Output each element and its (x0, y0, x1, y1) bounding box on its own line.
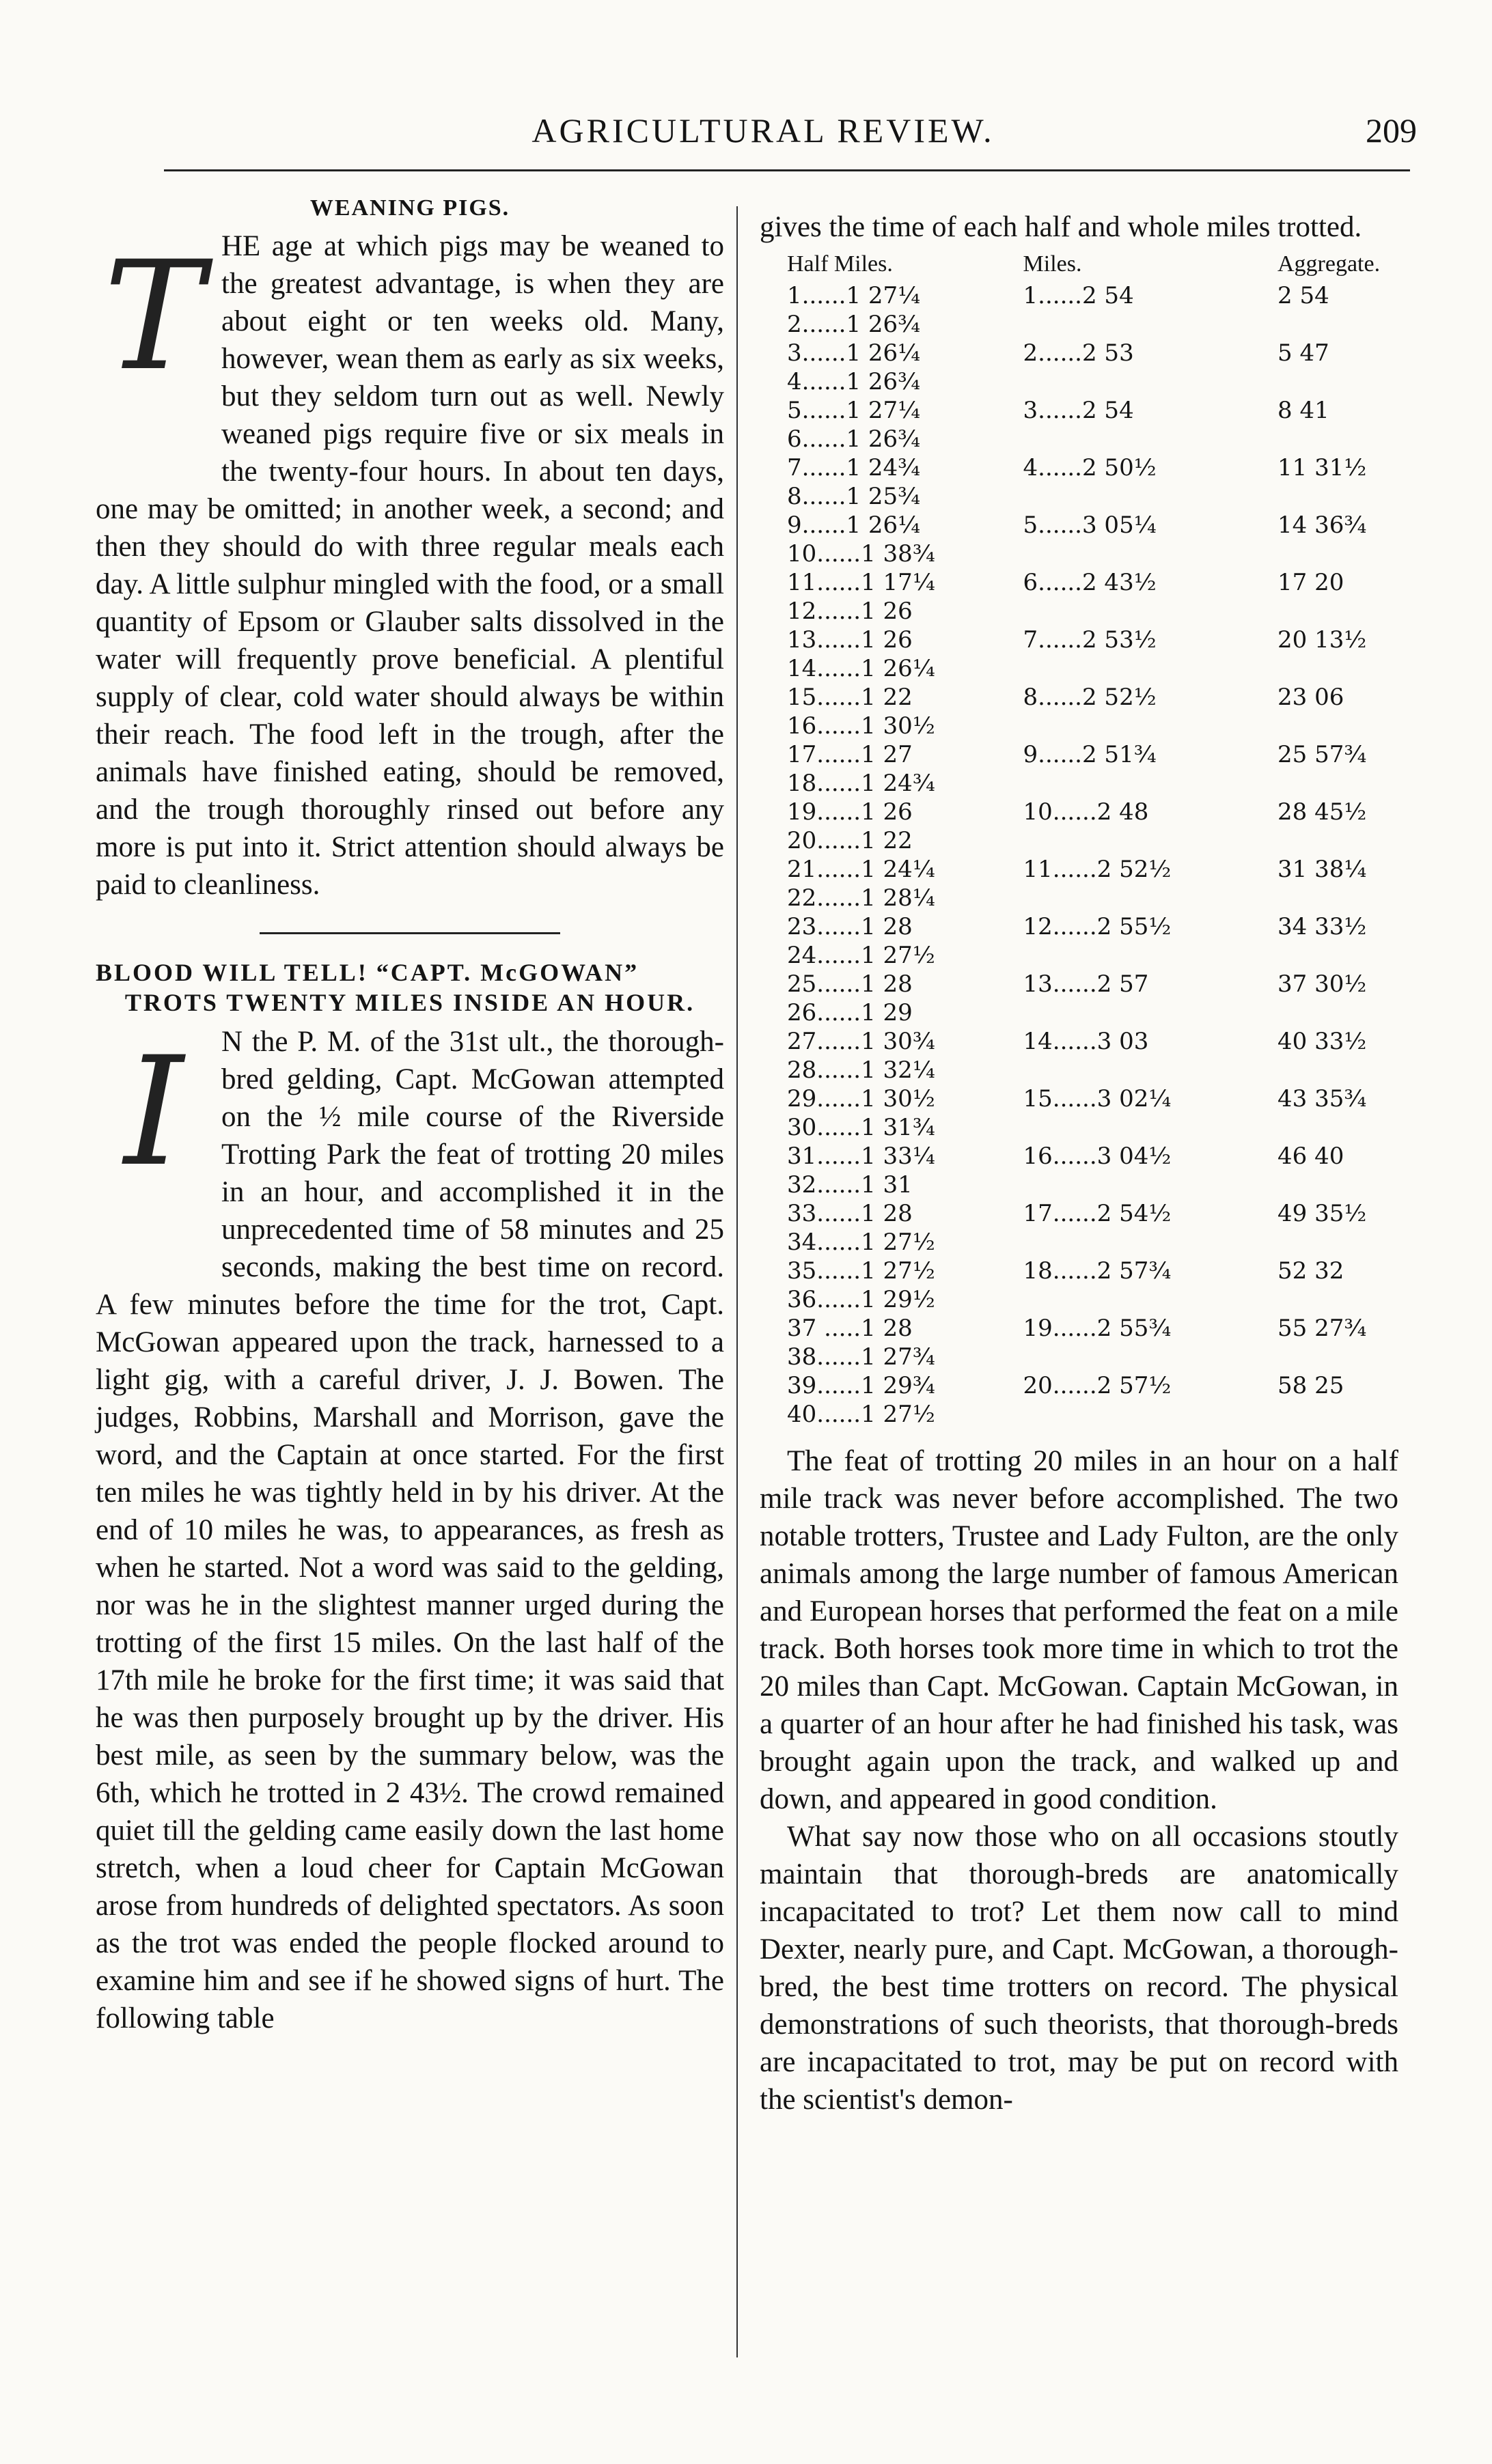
table-cell: 15......1 22 (787, 684, 913, 711)
table-cell: 17......2 54½ (1023, 1200, 1172, 1227)
table-cell: 33......1 28 (787, 1200, 913, 1227)
table-row (787, 597, 1398, 626)
table-cell: 12......2 55½ (1023, 913, 1172, 940)
table-cell: 18......2 57¾ (1023, 1257, 1172, 1285)
table-cell (1023, 1400, 1277, 1429)
table-cell: 35......1 27½ (787, 1257, 935, 1285)
table-row (787, 855, 1398, 884)
table-cell: 10......1 38¾ (787, 540, 935, 568)
table-cell: 2......1 26¾ (787, 311, 921, 338)
table-row (787, 941, 1398, 970)
table-row (787, 970, 1398, 998)
table-cell: 55 27¾ (1277, 1315, 1367, 1342)
table-cell (1023, 1228, 1277, 1257)
table-cell: 15......3 02¼ (1023, 1085, 1172, 1112)
table-cell (1277, 769, 1398, 798)
table-cell (1277, 1343, 1398, 1371)
table-row (787, 1084, 1398, 1113)
table-cell: 18......1 24¾ (787, 770, 935, 797)
table-cell: 14......1 26¼ (787, 655, 935, 682)
column-rule (736, 206, 738, 2357)
table-cell: 4......1 26¾ (787, 368, 921, 395)
table-cell (1023, 1343, 1277, 1371)
table-cell: 21......1 24¼ (787, 856, 935, 883)
table-cell (1277, 1400, 1398, 1429)
table-row (787, 826, 1398, 855)
table-header-row (787, 250, 1398, 281)
table-row (787, 1343, 1398, 1371)
article-paragraph: What say now those who on all occasions stoutly maintain that thorough-breds are anatomically incapacitated to trot? Let them now call to mind Dexter, nearly pure, and Capt. McGowan, a thorough-bred, the best time trotters on record. The physical demonstrations of such theorists, that thorough-breds are incapacitated to trot, may be put on record with the scientist's demon- (760, 1821, 1398, 2116)
table-row (787, 1142, 1398, 1171)
table-cell: 5......1 27¼ (787, 397, 921, 424)
table-row (787, 453, 1398, 482)
table-cell: 28......1 32¼ (787, 1056, 935, 1084)
table-row (787, 482, 1398, 511)
table-cell: 3......2 54 (1023, 397, 1134, 424)
table-cell: 58 25 (1277, 1372, 1344, 1399)
table-cell (1023, 654, 1277, 683)
table-cell (1277, 654, 1398, 683)
table-cell: 26......1 29 (787, 999, 913, 1026)
table-cell: 6......1 26¾ (787, 425, 921, 453)
table-cell: 5 47 (1277, 339, 1329, 367)
table-cell: 3......1 26¼ (787, 339, 921, 367)
header-rule (164, 169, 1410, 171)
column-header: Half Miles. (787, 251, 893, 277)
table-cell (1277, 1228, 1398, 1257)
table-cell (1023, 998, 1277, 1027)
table-cell (1277, 1171, 1398, 1199)
table-cell: 20 13½ (1277, 626, 1367, 654)
table-row (787, 367, 1398, 396)
table-cell (1023, 310, 1277, 339)
table-cell: 23 06 (1277, 684, 1344, 711)
table-cell: 25......1 28 (787, 970, 913, 998)
table-cell (1023, 1285, 1277, 1314)
table-cell: 36......1 29½ (787, 1286, 935, 1313)
table-cell (1277, 425, 1398, 453)
table-row (787, 1228, 1398, 1257)
article-heading-weaning-pigs: WEANING PIGS. (309, 195, 510, 221)
article-heading-mcgowan (96, 957, 724, 1018)
table-row (787, 1314, 1398, 1343)
table-row (787, 540, 1398, 568)
page-number: 209 (1366, 111, 1417, 150)
table-cell (1277, 998, 1398, 1027)
table-row (787, 425, 1398, 453)
table-cell: 40......1 27½ (787, 1401, 935, 1428)
table-cell (1277, 712, 1398, 740)
table-row (787, 281, 1398, 310)
table-cell (1277, 367, 1398, 396)
table-row (787, 1113, 1398, 1142)
table-cell: 16......3 04½ (1023, 1143, 1172, 1170)
table-cell: 17......1 27 (787, 741, 913, 768)
table-cell (1277, 310, 1398, 339)
table-cell (1023, 367, 1277, 396)
running-title: AGRICULTURAL REVIEW. (531, 111, 995, 150)
table-cell: 4......2 50½ (1023, 454, 1157, 481)
table-cell: 14 36¾ (1277, 512, 1367, 539)
table-cell (1023, 597, 1277, 626)
table-cell (1023, 826, 1277, 855)
table-cell: 39......1 29¾ (787, 1372, 935, 1399)
table-row (787, 798, 1398, 826)
table-cell: 19......1 26 (787, 798, 913, 826)
table-cell (1023, 884, 1277, 912)
table-cell: 10......2 48 (1023, 798, 1149, 826)
table-cell: 28 45½ (1277, 798, 1367, 826)
table-cell: 30......1 31¾ (787, 1114, 935, 1141)
table-cell: 2......2 53 (1023, 339, 1134, 367)
table-row (787, 712, 1398, 740)
table-cell: 1......1 27¼ (787, 282, 921, 309)
table-cell (1023, 1113, 1277, 1142)
table-cell: 14......3 03 (1023, 1028, 1149, 1055)
table-cell: 34 33½ (1277, 913, 1367, 940)
table-cell: 7......2 53½ (1023, 626, 1157, 654)
table-cell: 38......1 27¾ (787, 1343, 935, 1371)
table-row (787, 1400, 1398, 1429)
table-row (787, 998, 1398, 1027)
table-cell: 11......1 17¼ (787, 569, 935, 596)
table-cell: 31......1 33¼ (787, 1143, 935, 1170)
time-table (787, 250, 1398, 1429)
table-cell: 49 35½ (1277, 1200, 1367, 1227)
article-paragraph: N the P. M. of the 31st ult., the thorough-bred gelding, Capt. McGowan attempted on the ½ mile course of the Riverside Trotting Park the feat of trotting 20 miles in an hour, and accomplished it in the unprecedented time of 58 minutes and 25 seconds, making the best time on record. A few minutes before the time for the trot, Capt. McGowan appeared upon the track, harnessed to a light gig, with a careful driver, J. J. Bowen. The judges, Robbins, Marshall and Morrison, gave the word, and the Captain at once started. For the first ten miles he was tightly held in by his driver. At the end of 10 miles he was, to appearances, as fresh as when he started. Not a word was said to the gelding, nor was he in the slightest manner urged during the trotting of the first 15 miles. On the last half of the 17th mile he broke for the first time; it was said that he was then purposely brought up by the driver. His best mile, as seen by the summary below, was the 6th, which he trotted in 2 43½. The crowd remained quiet till the gelding came easily down the last home stretch, when a loud cheer for Captain McGowan arose from hundreds of delighted spectators. As soon as the trot was ended the people flocked around to examine him and see if he showed signs of hurt. The following table (96, 1026, 724, 2034)
table-cell (1277, 482, 1398, 511)
table-row (787, 1056, 1398, 1084)
table-row (787, 626, 1398, 654)
table-row (787, 912, 1398, 941)
table-cell: 7......1 24¾ (787, 454, 921, 481)
table-cell: 46 40 (1277, 1143, 1344, 1170)
article-paragraph: gives the time of each half and whole miles trotted. (760, 211, 1362, 243)
column-header: Miles. (1023, 251, 1082, 277)
decorative-initial: T (103, 229, 204, 404)
table-cell (1277, 884, 1398, 912)
table-cell: 23......1 28 (787, 913, 913, 940)
table-cell: 2 54 (1277, 282, 1329, 309)
table-cell: 32......1 31 (787, 1171, 913, 1199)
table-cell: 40 33½ (1277, 1028, 1367, 1055)
table-row (787, 339, 1398, 367)
table-cell (1023, 712, 1277, 740)
table-cell: 29......1 30½ (787, 1085, 935, 1112)
table-row (787, 1027, 1398, 1056)
table-cell: 25 57¾ (1277, 741, 1367, 768)
table-cell: 20......2 57½ (1023, 1372, 1172, 1399)
table-cell: 11 31½ (1277, 454, 1367, 481)
table-cell: 9......2 51¾ (1023, 741, 1157, 768)
table-cell: 24......1 27½ (787, 942, 935, 969)
table-cell (1023, 425, 1277, 453)
table-cell: 5......3 05¼ (1023, 512, 1157, 539)
table-cell: 22......1 28¼ (787, 884, 935, 912)
table-cell (1277, 1285, 1398, 1314)
table-row (787, 1199, 1398, 1228)
table-cell: 19......2 55¾ (1023, 1315, 1172, 1342)
table-cell: 11......2 52½ (1023, 856, 1172, 883)
table-row (787, 396, 1398, 425)
table-cell: 43 35¾ (1277, 1085, 1367, 1112)
table-row (787, 511, 1398, 540)
table-cell (1277, 597, 1398, 626)
table-cell: 13......2 57 (1023, 970, 1149, 998)
table-cell: 52 32 (1277, 1257, 1344, 1285)
table-row (787, 1371, 1398, 1400)
table-row (787, 568, 1398, 597)
table-cell: 34......1 27½ (787, 1229, 935, 1256)
right-column (760, 208, 1398, 2118)
table-cell (1023, 1171, 1277, 1199)
table-row (787, 769, 1398, 798)
table-row (787, 740, 1398, 769)
table-row (787, 1171, 1398, 1199)
column-header: Aggregate. (1277, 251, 1381, 277)
table-cell: 16......1 30½ (787, 712, 935, 740)
table-row (787, 884, 1398, 912)
heading-line: BLOOD WILL TELL! “CAPT. McGOWAN” (96, 959, 639, 986)
table-cell: 12......1 26 (787, 598, 913, 625)
table-cell: 13......1 26 (787, 626, 913, 654)
table-cell: 9......1 26¼ (787, 512, 921, 539)
table-cell (1023, 482, 1277, 511)
table-cell: 31 38¼ (1277, 856, 1367, 883)
table-cell: 8......1 25¾ (787, 483, 921, 510)
table-cell (1277, 826, 1398, 855)
table-cell: 20......1 22 (787, 827, 913, 854)
section-divider (260, 932, 560, 934)
table-cell: 6......2 43½ (1023, 569, 1157, 596)
table-cell: 8......2 52½ (1023, 684, 1157, 711)
table-row (787, 654, 1398, 683)
decorative-initial: I (124, 1024, 184, 1199)
table-body (787, 281, 1398, 1429)
table-row (787, 310, 1398, 339)
table-cell (1277, 1113, 1398, 1142)
running-head (109, 102, 1417, 171)
table-row (787, 683, 1398, 712)
table-cell: 27......1 30¾ (787, 1028, 935, 1055)
article-paragraph: The feat of trotting 20 miles in an hour on a half mile track was never before accomplished. The two notable trotters, Trustee and Lady Fulton, are the only animals among the large number of famous American and European horses that performed the feat on a mile track. Both horses took more time in which to trot the 20 miles than Capt. McGowan. Captain McGowan, in a quarter of an hour after he had finished his task, was brought again upon the track, and walked up and down, and appeared in good condition. (760, 1445, 1398, 1815)
left-column (96, 195, 724, 2037)
table-cell (1023, 540, 1277, 568)
table-cell (1277, 540, 1398, 568)
table-row (787, 1257, 1398, 1285)
table-cell (1277, 1056, 1398, 1084)
table-cell: 17 20 (1277, 569, 1344, 596)
article-paragraph: HE age at which pigs may be weaned to the greatest advantage, is when they are about eight or ten weeks old. Many, however, wean them as early as six weeks, but they seldom turn out as well. Newly weaned pigs require five or six meals in the twenty-four hours. In about ten days, one may be omitted; in another week, a second; and then they should do with three regular meals each day. A little sulphur mingled with the food, or a small quantity of Epsom or Glauber salts dissolved in the water will frequently prove beneficial. A plentiful supply of clear, cold water should always be within their reach. The food left in the trough, after the animals have finished eating, should be removed, and the trough thoroughly rinsed out before any more is put into it. Strict attention should always be paid to cleanliness. (96, 230, 724, 901)
table-cell: 8 41 (1277, 397, 1329, 424)
table-cell: 37 .....1 28 (787, 1315, 913, 1342)
table-row (787, 1285, 1398, 1314)
table-cell (1277, 941, 1398, 970)
table-cell: 1......2 54 (1023, 282, 1134, 309)
table-cell (1023, 769, 1277, 798)
heading-line: TROTS TWENTY MILES INSIDE AN HOUR. (124, 989, 695, 1016)
table-cell (1023, 941, 1277, 970)
table-cell (1023, 1056, 1277, 1084)
table-cell: 37 30½ (1277, 970, 1367, 998)
